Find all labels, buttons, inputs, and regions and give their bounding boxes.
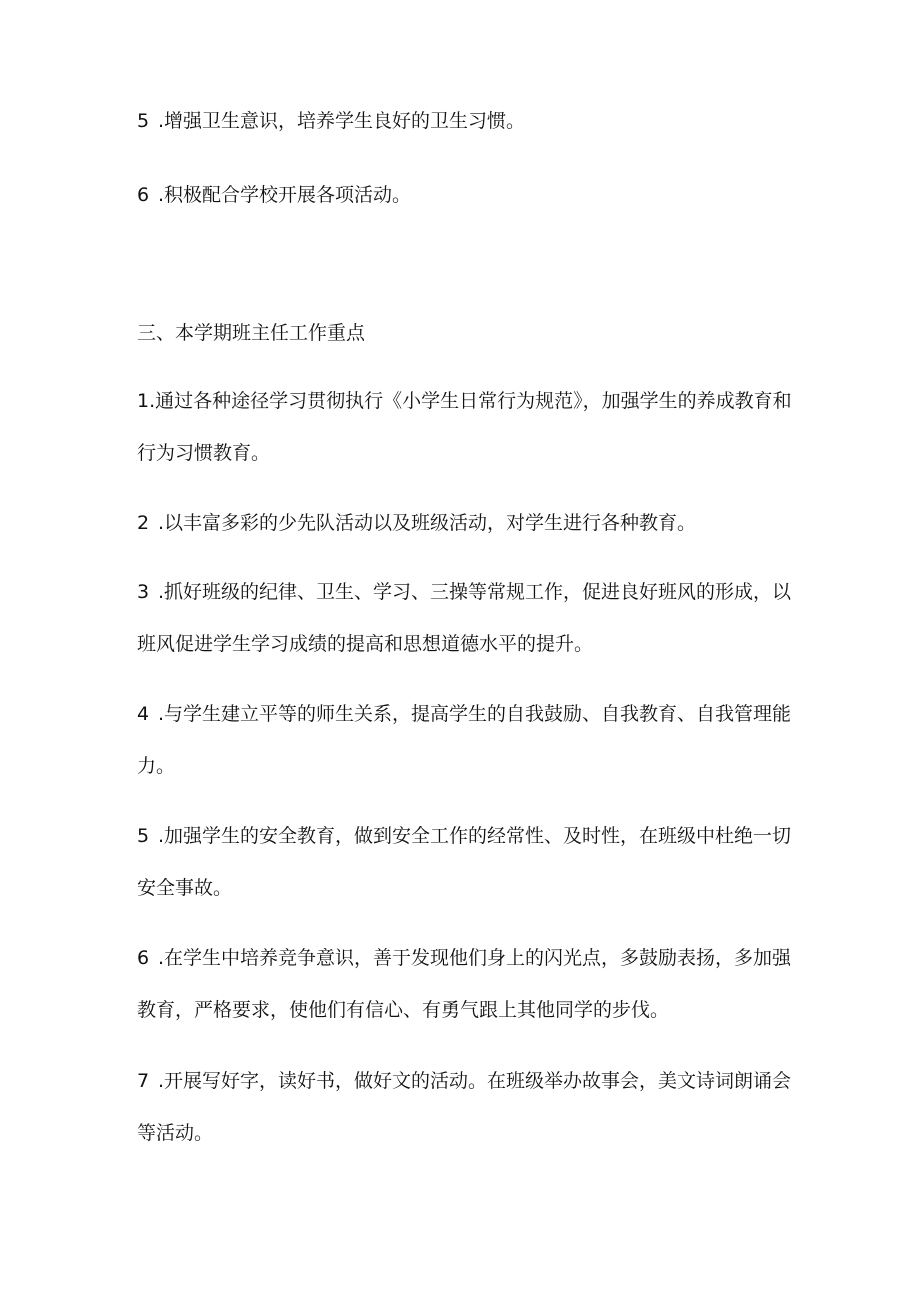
section-heading: 三、本学期班主任工作重点 [137, 322, 366, 344]
item-text: .与学生建立平等的师生关系，提高学生的自我鼓励、自我教育、自我管理能力。 [137, 703, 792, 777]
item-text: .加强学生的安全教育，做到安全工作的经常性、及时性，在班级中杜绝一切安全事故。 [137, 825, 792, 899]
item-text: .积极配合学校开展各项活动。 [158, 184, 412, 206]
list-item [137, 95, 792, 147]
item-number: 3 [137, 581, 150, 603]
list-item [137, 688, 792, 792]
item-text: .开展写好字，读好书，做好文的活动。在班级举办故事会，美文诗词朗诵会等活动。 [137, 1070, 792, 1144]
item-number: 6 [137, 184, 150, 206]
item-number: 7 [137, 1070, 150, 1092]
item-number: 5 [137, 110, 150, 132]
list-item [137, 497, 792, 549]
item-number: 5 [137, 825, 150, 847]
item-number: 6 [137, 947, 150, 969]
list-item [137, 566, 792, 670]
list-item [137, 932, 792, 1036]
item-text: .抓好班级的纪律、卫生、学习、三操等常规工作，促进良好班风的形成，以班风促进学生学习成绩的提高和思想道德水平的提升。 [137, 581, 792, 655]
item-number: 4 [137, 703, 150, 725]
item-text: .通过各种途径学习贯彻执行《小学生日常行为规范》，加强学生的养成教育和行为习惯教育。 [137, 390, 792, 464]
item-text: .在学生中培养竞争意识，善于发现他们身上的闪光点，多鼓励表扬，多加强教育，严格要求，使他们有信心、有勇气跟上其他同学的步伐。 [137, 947, 792, 1021]
item-text: .以丰富多彩的少先队活动以及班级活动，对学生进行各种教育。 [158, 512, 697, 534]
item-text: .增强卫生意识，培养学生良好的卫生习惯。 [158, 110, 526, 132]
list-item [137, 1055, 792, 1159]
list-item [137, 375, 792, 479]
list-item [137, 810, 792, 914]
item-number: 2 [137, 512, 150, 534]
item-number: 1 [137, 390, 150, 412]
list-item [137, 169, 792, 221]
